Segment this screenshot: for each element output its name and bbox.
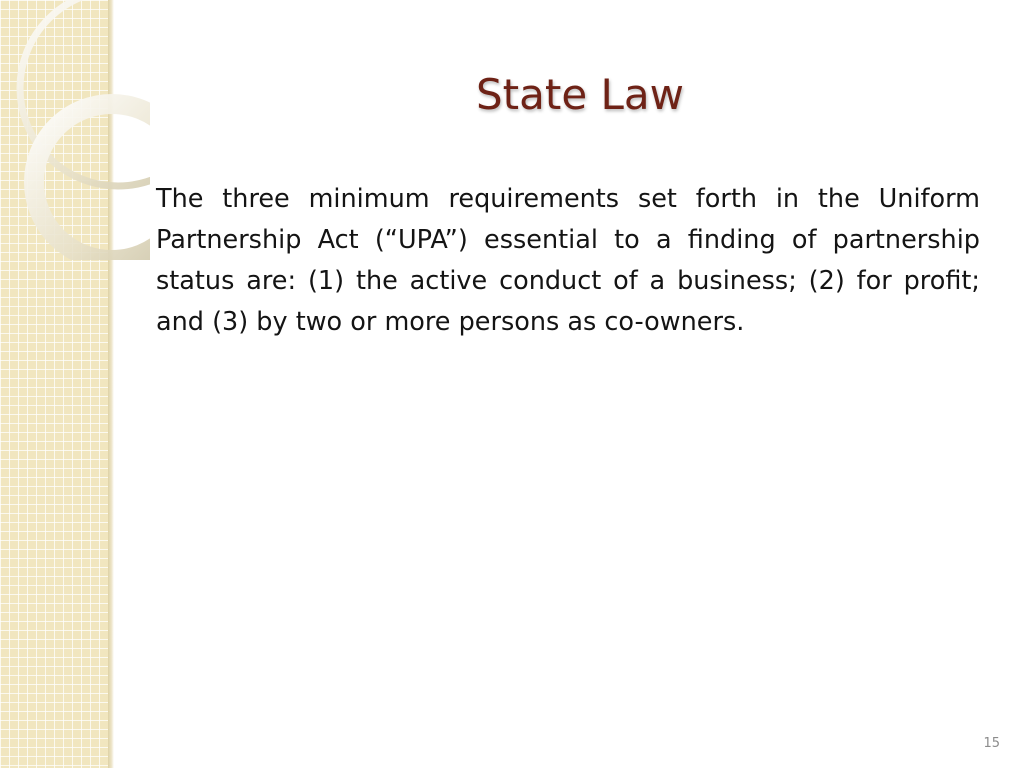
page-number: 15: [983, 736, 1000, 751]
decorative-rings-graphic: [0, 0, 150, 260]
slide-body-text: The three minimum requirements set forth in the Uniform Partnership Act (“UPA”) essential to a finding of partnership status are: (1) the active conduct of a business; (2) for profit; and (3) by two or more persons as co-owners.: [156, 184, 980, 337]
slide-title: State Law: [475, 70, 684, 119]
